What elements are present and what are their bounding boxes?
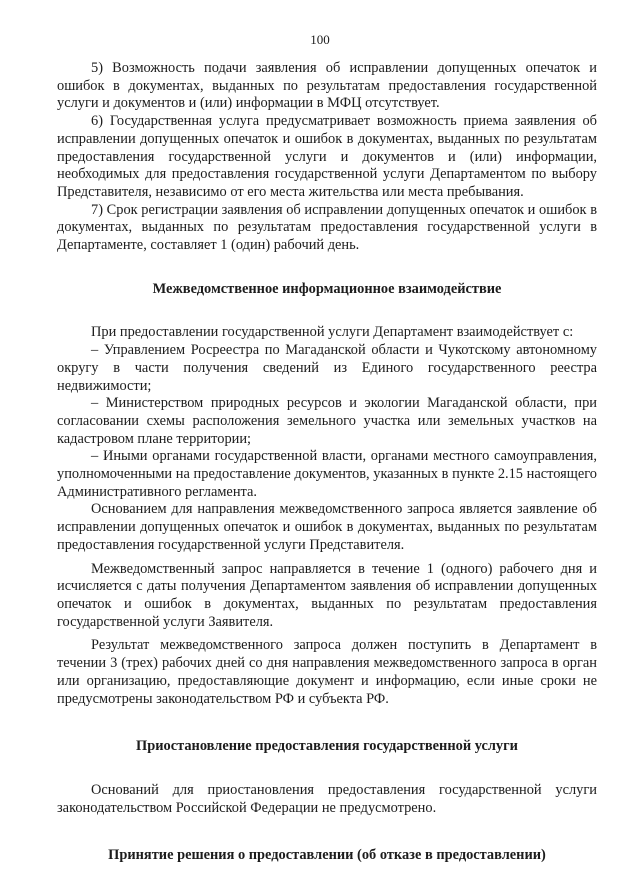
list-item-ministry: – Министерством природных ресурсов и экологии Магаданской области, при согласовании схемы расположения земельного участка или земельных участков на кадастровом плане территории; (57, 395, 597, 447)
list-item-rosreestr: – Управлением Росреестра по Магаданской области и Чукотскому автономному округу в части получения сведений из Единого государственного реестра недвижимости; (57, 342, 597, 394)
section-heading-suspension: Приостановление предоставления государственной услуги (136, 738, 518, 755)
list-item-other-bodies: – Иными органами государственной власти, органами местного самоуправления, уполномоченными на предоставление документов, указанных в пункте 2.15 настоящего Административного регламента. (57, 448, 597, 500)
paragraph-item-5: 5) Возможность подачи заявления об исправлении допущенных опечаток и ошибок в документах, выданных по результатам предоставления государственной услуги и документов и (или) информации в МФЦ отсутствует. (57, 60, 597, 112)
paragraph-request-deadline: Межведомственный запрос направляется в течение 1 (одного) рабочего дня и исчисляется с даты получения Департаментом заявления об исправлении допущенных опечаток и ошибок в документах, выданных по результатам предоставления государственной услуги Заявителя. (57, 560, 597, 630)
spacer (57, 255, 597, 281)
page-number: 100 (310, 32, 330, 47)
paragraph-item-6: 6) Государственная услуга предусматривает возможность приема заявления об исправлении допущенных опечаток и ошибок в документах, выданных по результатам предоставления государственной услуги и документов и (или) информации, необходимых для предоставления государственной услуги Департаментом по выбору Представителя, независимо от его места жительства или места пребывания. (57, 113, 597, 200)
spacer (57, 298, 597, 324)
spacer (57, 708, 597, 738)
paragraph-request-result: Результат межведомственного запроса должен поступить в Департамент в течении 3 (трех) рабочих дней со дня направления межведомственного запроса в орган или организацию, предоставляющие документ и информацию, если иные сроки не предусмотрены законодательством РФ и субъекта РФ. (57, 637, 597, 707)
paragraph-item-7: 7) Срок регистрации заявления об исправлении допущенных опечаток и ошибок в документах, выданных по результатам предоставления государственной услуги в Департаменте, составляет 1 (один) рабочий день. (57, 201, 597, 254)
spacer (57, 817, 597, 847)
section-heading-interagency: Межведомственное информационное взаимодействие (152, 280, 502, 297)
paragraph-interaction-intro: При предоставлении государственной услуги Департамент взаимодействует с: (91, 324, 574, 341)
spacer (57, 756, 597, 782)
paragraph-suspension-grounds: Оснований для приостановления предоставления государственной услуги законодательством Российской Федерации не предусмотрено. (57, 781, 597, 816)
section-heading-decision: Принятие решения о предоставлении (об отказе в предоставлении) (108, 847, 546, 864)
document-body (57, 60, 597, 865)
paragraph-request-basis: Основанием для направления межведомственного запроса является заявление об исправлении допущенных опечаток и ошибок в документах, выданных по результатам предоставления государственной услуги Представителя. (57, 501, 597, 553)
